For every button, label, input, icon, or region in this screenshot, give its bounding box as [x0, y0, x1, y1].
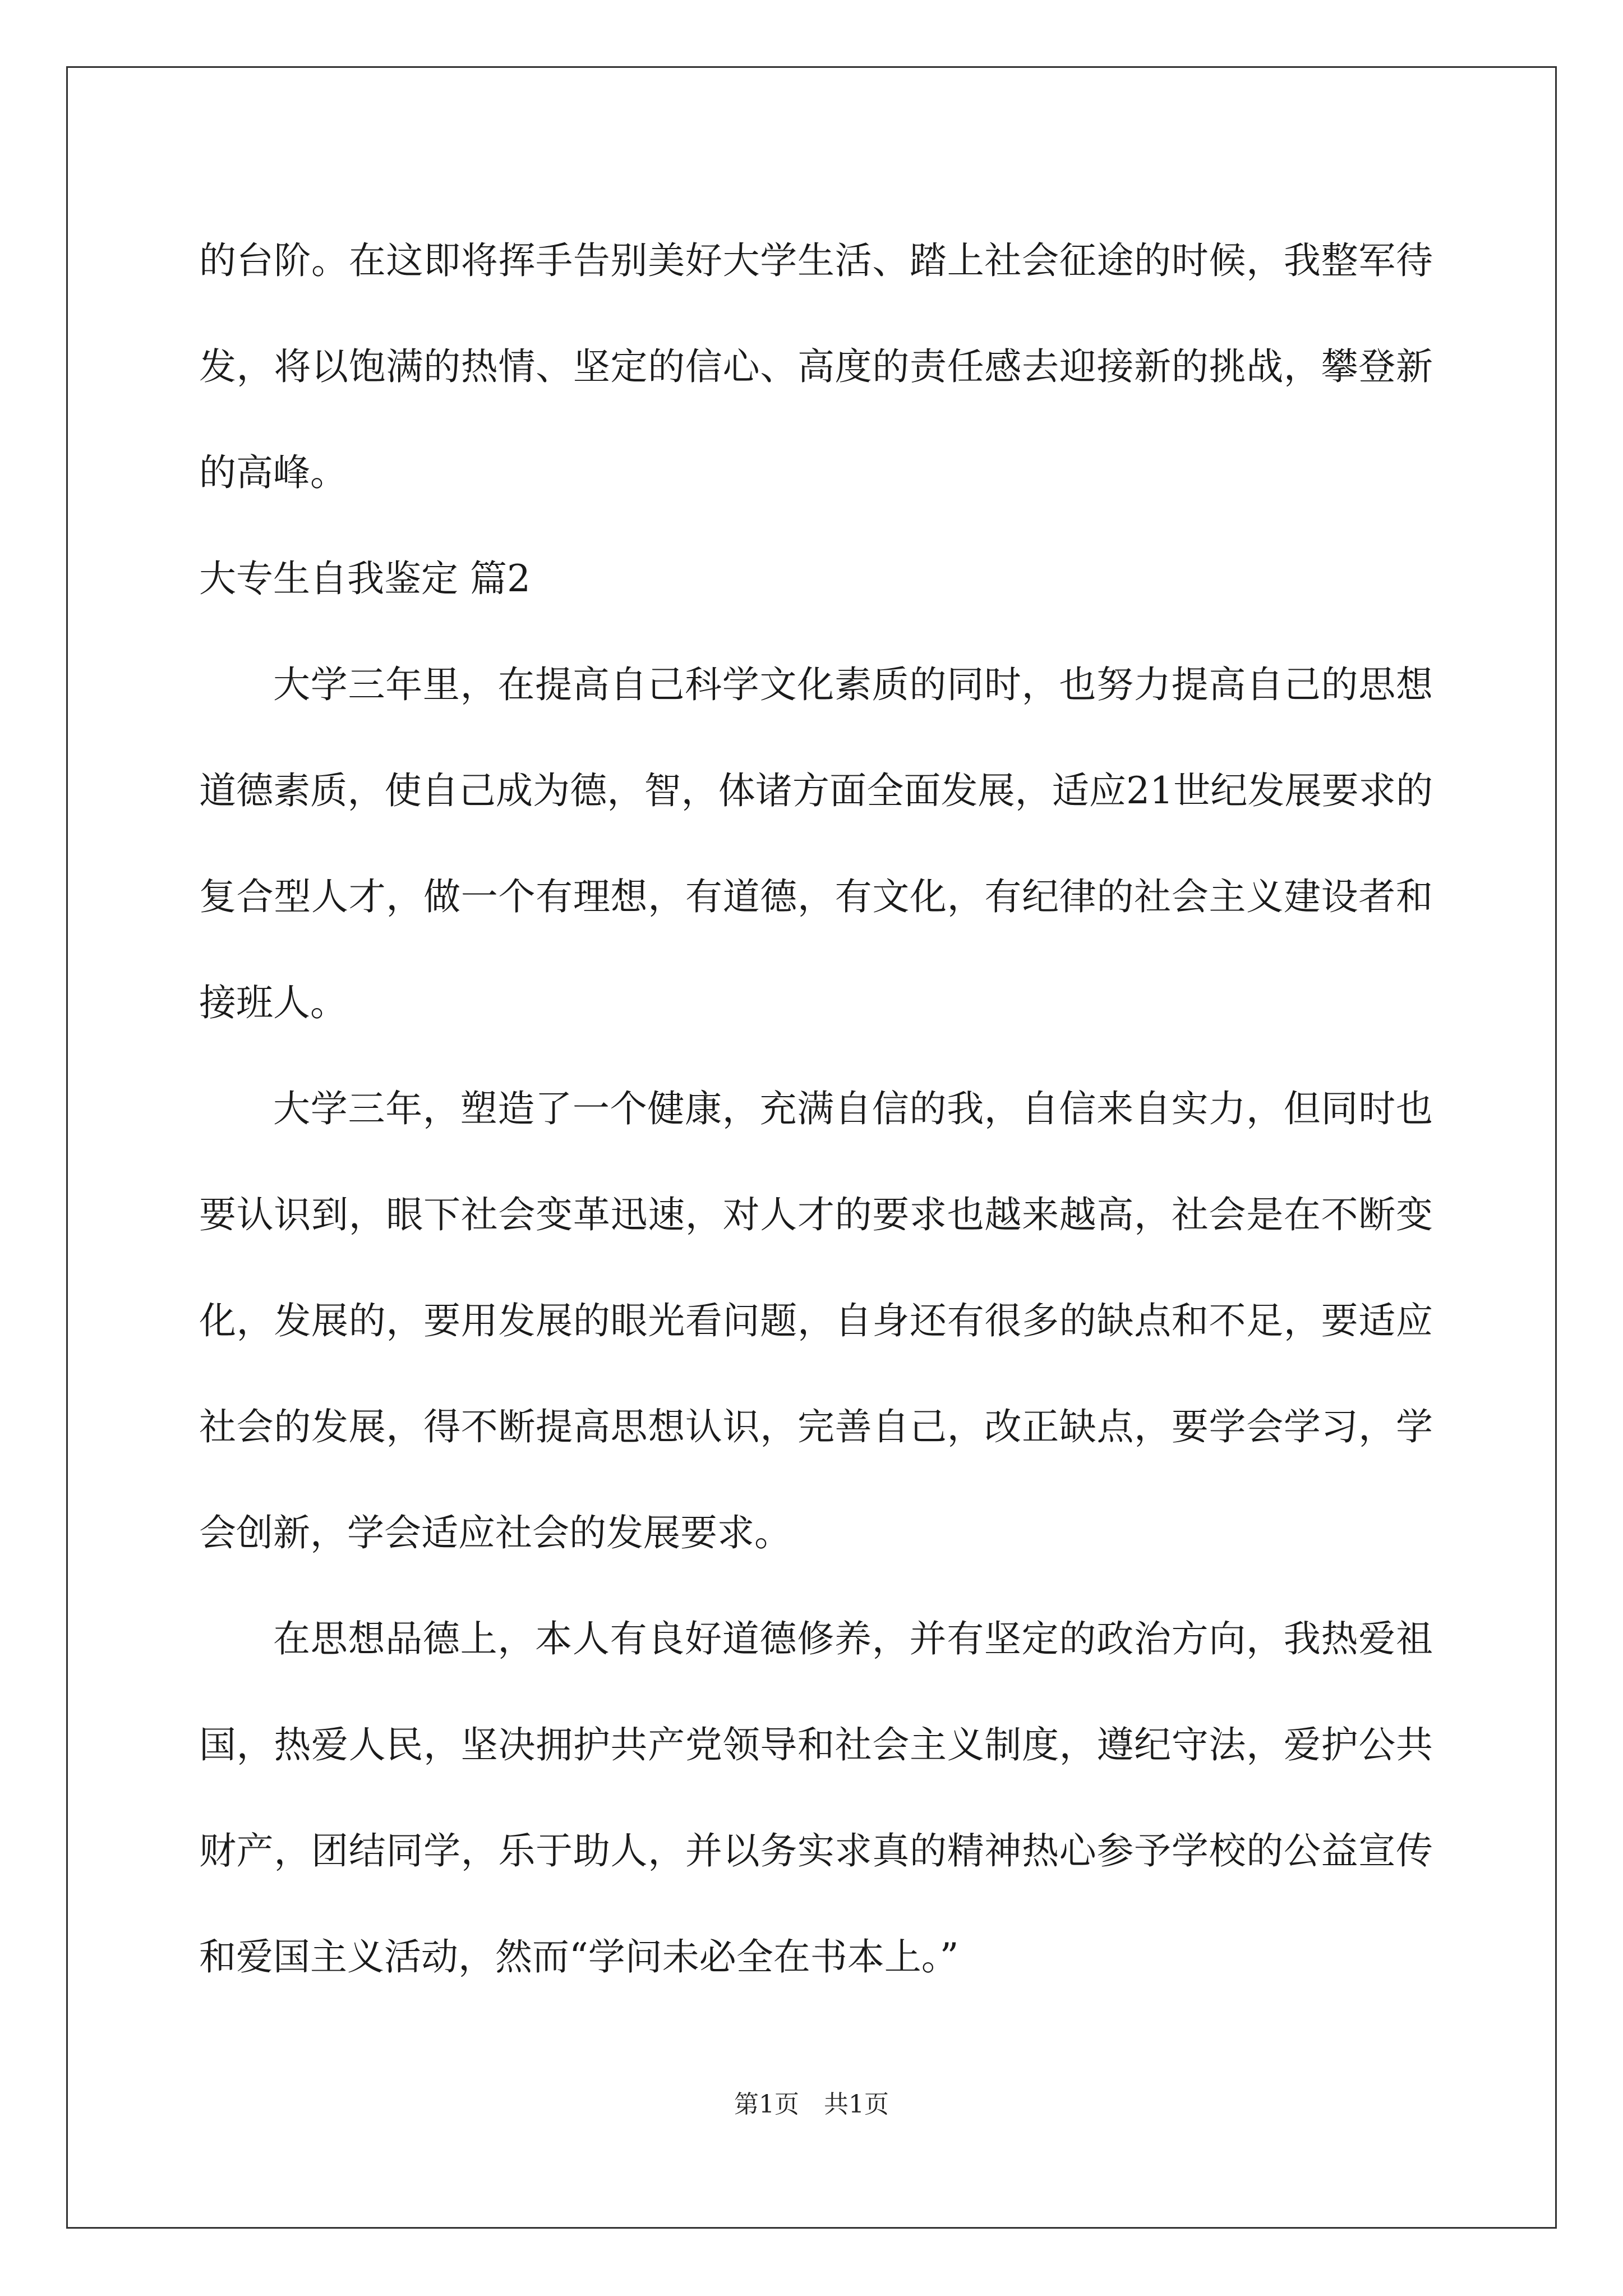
paragraph-2: 大学三年，塑造了一个健康，充满自信的我，自信来自实力，但同时也要认识到，眼下社会变革迅速，对人才的要求也越来越高，社会是在不断变化，发展的，要用发展的眼光看问题，自身还有很多的缺点和不足，要适应社会的发展，得不断提高思想认识，完善自己，改正缺点，要学会学习，学会创新，学会适应社会的发展要求。 — [199, 1087, 1433, 1554]
section-heading: 大专生自我鉴定 篇2 — [199, 557, 531, 600]
paragraph-1: 大学三年里，在提高自己科学文化素质的同时，也努力提高自己的思想道德素质，使自己成为德，智，体诸方面全面发展，适应21世纪发展要求的复合型人才，做一个有理想，有道德，有文化，有纪律的社会主义建设者和接班人。 — [199, 663, 1433, 1024]
paragraph-3: 在思想品德上，本人有良好道德修养，并有坚定的政治方向，我热爱祖国，热爱人民，坚决拥护共产党领导和社会主义制度，遵纪守法，爱护公共财产，团结同学，乐于助人，并以务实求真的精神热心参予学校的公益宣传和爱国主义活动，然而“学问未必全在书本上。” — [199, 1617, 1433, 1978]
page-footer: 第1页 共1页 — [734, 2090, 889, 2119]
document-body — [199, 208, 1433, 2010]
continued-paragraph: 的台阶。在这即将挥手告别美好大学生活、踏上社会征途的时候，我整军待发，将以饱满的热情、坚定的信心、高度的责任感去迎接新的挑战，攀登新的高峰。 — [199, 239, 1433, 494]
